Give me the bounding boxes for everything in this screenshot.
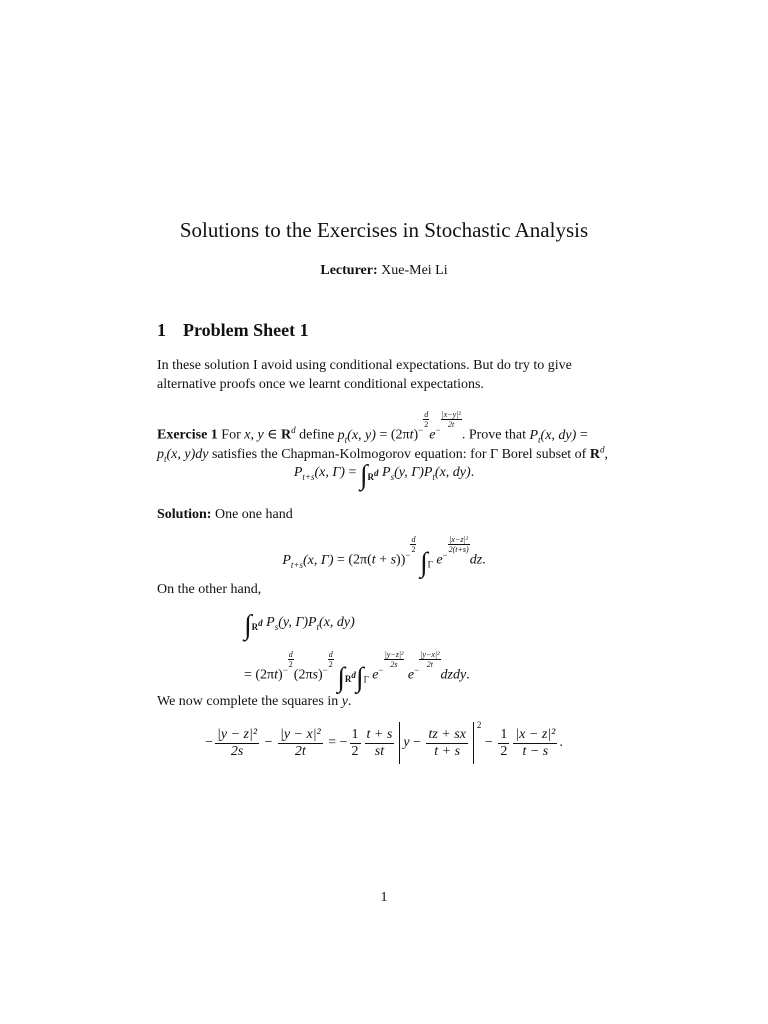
section-title: Problem Sheet 1: [183, 320, 309, 340]
other-hand-paragraph: On the other hand,: [157, 582, 262, 597]
complete-squares-text: We now complete the squares in: [157, 694, 339, 709]
math-inline: x, y: [244, 427, 264, 443]
equation-other-hand-line-2: = $(2\pi t)^{- \frac{d}{2}}$ $(2\pi s)^{- \frac{d}{2}}$ $\int_{R^d}\int_\Gamma$ $e^{- \frac{\text{|y−z|²}}{2s}}$ $e^{- \frac{\text{|y−x|²}}{2t}}$ dzdy.: [244, 650, 470, 694]
lecturer-label: Lecturer:: [320, 263, 378, 278]
complete-squares-paragraph: We now complete the squares in y.: [157, 694, 352, 709]
lecturer-line: [0, 263, 768, 279]
exercise-label: Exercise 1: [157, 427, 218, 443]
solution-text: One one hand: [214, 507, 293, 522]
page-title: Solutions to the Exercises in Stochastic Analysis: [179, 218, 589, 242]
exercise-text-2: define: [299, 427, 335, 443]
solution-paragraph: [157, 505, 612, 524]
lecturer-name: Xue-Mei Li: [381, 263, 448, 278]
page-number: 1: [380, 890, 388, 905]
exercise-paragraph: Exercise 1 For x, y ∈ $R^d$ define $p_t(x$, $y) = (2\pi t)^{- \frac{d}{2}}$ $e^{- \frac{\text{|x−y|²}}{2t}}$ . Prove that $P_t(x$, $dy) = p_t(x$, y)dy satisfies the Chapman-Kolmogorov equation: for Γ Borel subset of $R^d$,: [157, 410, 608, 464]
exercise-text-3: . Prove that: [461, 427, 526, 443]
section-number: 1: [157, 320, 166, 340]
equation-one-hand: $P_{t+s}(x$, $\Gamma) = (2\pi(t + s))^{- \frac{d}{2}}$ $\int_\Gamma$ $e^{- \frac{\text{|x−z|²}}{2(t+s)}}$ dz.: [282, 535, 486, 579]
math-inline: $p_t(x$, y)dy: [157, 446, 209, 464]
chapman-kolmogorov-equation: $P_{t+s}(x$, $\Gamma) = \int_{R^d}$ $P_s(y$, $\Gamma)P_t(x$, dy).: [293, 460, 475, 491]
exercise-text-4: satisfies the Chapman-Kolmogorov equation: for: [211, 446, 487, 462]
equation-other-hand-line-1: $\int_{R^d}$ $P_s(y$, $\Gamma)P_t(x$, dy): [244, 610, 355, 641]
complete-squares-equation: − $\frac{\text{|y − z|²}}{2s}$ − $\frac{\text{|y − x|²}}{2t}$ = − $\frac{1}{2}$ $\frac{t + s}{st}$ y − $\frac{tz + sx}{t + s}$ $^2$ − $\frac{1}{2}$ $\frac{\text{|x − z|²}}{t - s}$ .: [0, 722, 768, 764]
math-inline: $p_t(x$, y): [337, 427, 376, 445]
exercise-text-1: For: [221, 427, 241, 443]
solution-label: Solution:: [157, 507, 212, 522]
section-heading: [157, 320, 309, 341]
exercise-text-5: Borel subset of: [501, 446, 587, 462]
intro-paragraph: In these solution I avoid using conditional expectations. But do try to give alternative proofs once we learnt conditional expectations.: [157, 358, 572, 392]
math-inline: $P_t(x$, dy): [529, 427, 577, 445]
